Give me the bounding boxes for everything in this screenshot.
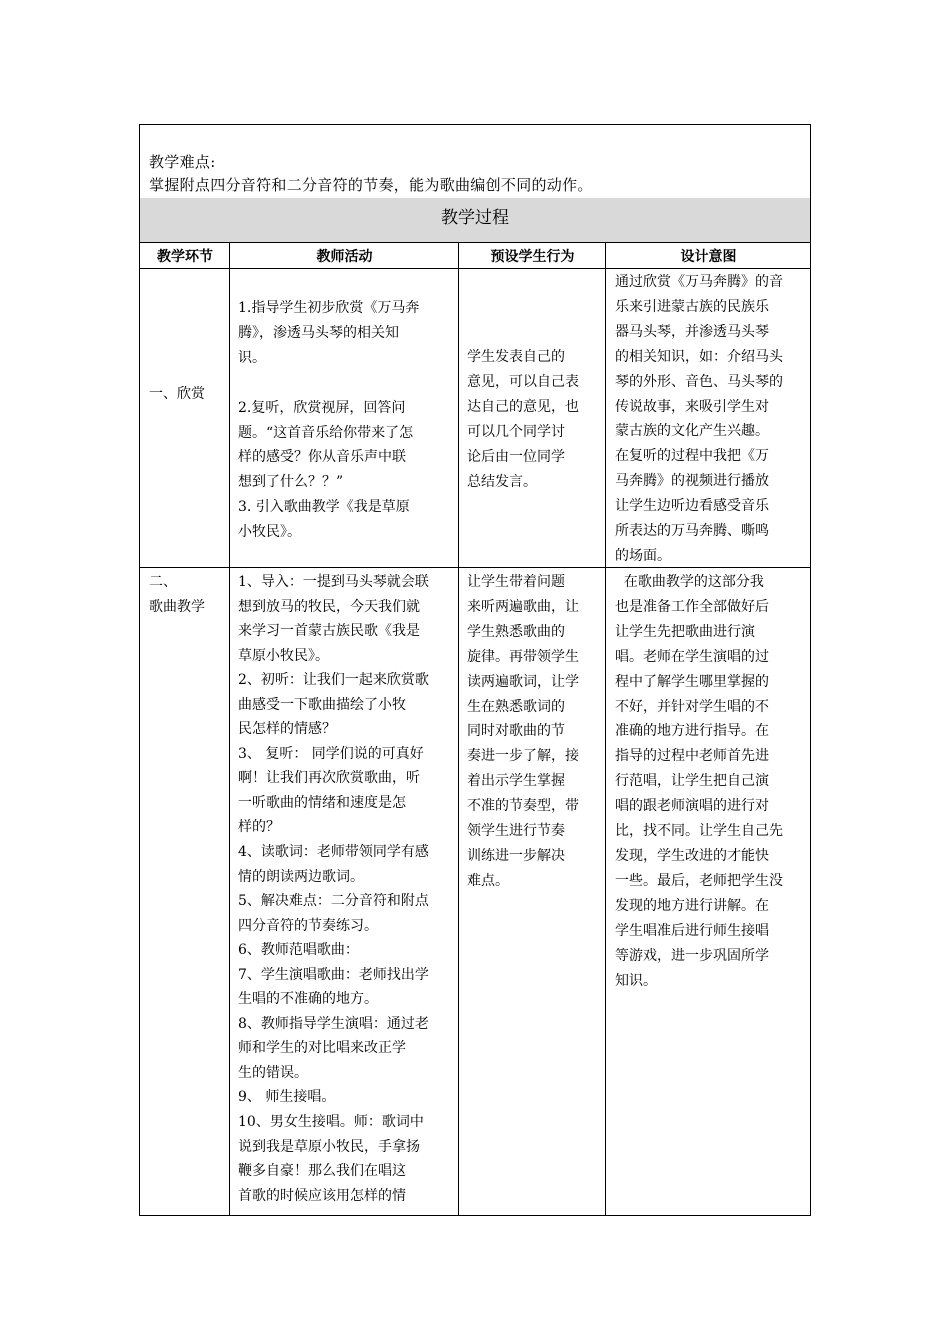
- cell-line: 生唱的不准确的地方。: [238, 991, 378, 1008]
- column-divider: [458, 242, 459, 1216]
- cell-line: 领学生进行节奏: [467, 823, 565, 840]
- cell-line: 3. 引入歌曲教学《我是草原: [238, 499, 410, 516]
- cell-line: 不好，并针对学生唱的不: [615, 698, 769, 715]
- column-divider: [605, 242, 606, 1216]
- cell-line: 一、欣赏: [149, 386, 205, 402]
- row2-intent: [615, 570, 783, 993]
- cell-line: 5、解决难点：二分音符和附点: [238, 893, 429, 910]
- cell-line: 总结发言。: [467, 473, 537, 490]
- cell-line: 二、: [149, 574, 177, 590]
- cell-line: 想到放马的牧民，今天我们就: [238, 598, 420, 615]
- cell-line: 识。: [238, 349, 266, 366]
- cell-line: 行范唱，让学生把自己演: [615, 773, 769, 790]
- cell-line: 琴的外形、音色、马头琴的: [615, 373, 783, 390]
- cell-line: 曲感受一下歌曲描绘了小牧: [238, 696, 406, 713]
- cell-line: 同时对歌曲的节: [467, 723, 565, 740]
- divider: [140, 268, 810, 269]
- cell-line: 1、导入：一提到马头琴就会联: [238, 574, 429, 590]
- cell-line: 学生唱准后进行师生接唱: [615, 922, 769, 939]
- lesson-plan-table: [139, 124, 811, 1216]
- row2-student: [467, 570, 579, 894]
- cell-line: 首歌的时候应该用怎样的情: [238, 1187, 406, 1204]
- cell-line: 样的感受？你从音乐声中联: [238, 449, 406, 466]
- cell-line: 6、教师范唱歌曲：: [238, 942, 359, 959]
- cell-line: 器马头琴，并渗透马头琴: [615, 323, 769, 340]
- cell-line: 可以几个同学讨: [467, 423, 565, 440]
- cell-line: 难点。: [467, 872, 509, 889]
- cell-line: 7、学生演唱歌曲：老师找出学: [238, 966, 429, 983]
- cell-line: 奏进一步了解，接: [467, 748, 579, 765]
- cell-line: 学生发表自己的: [467, 349, 565, 365]
- cell-line: 样的？: [238, 819, 280, 836]
- cell-line: 4、读歌词：老师带领同学有感: [238, 844, 429, 861]
- cell-line: 8、教师指导学生演唱：通过老: [238, 1015, 429, 1032]
- cell-line: 也是准备工作全部做好后: [615, 598, 769, 615]
- cell-line: 来听两遍歌曲，让: [467, 598, 579, 615]
- cell-line: 3、 复听： 同学们说的可真好: [238, 745, 424, 762]
- cell-line: 着出示学生掌握: [467, 773, 565, 790]
- cell-line: 生在熟悉歌词的: [467, 698, 565, 715]
- cell-line: 旋律。再带领学生: [467, 648, 579, 665]
- cell-line: 唱。老师在学生演唱的过: [615, 648, 769, 665]
- cell-line: 题。“这首音乐给你带来了怎: [238, 424, 414, 441]
- cell-line: 在复听的过程中我把《万: [615, 448, 769, 465]
- cell-line: 10、男女生接唱。师：歌词中: [238, 1114, 424, 1131]
- cell-line: 让学生带着问题: [467, 574, 565, 590]
- cell-line: 一些。最后，老师把学生没: [615, 872, 783, 889]
- cell-line: 通过欣赏《万马奔腾》的音: [615, 274, 783, 290]
- cell-line: 学生熟悉歌曲的: [467, 623, 565, 640]
- cell-line: 2、初听：让我们一起来欣赏歌: [238, 672, 429, 689]
- cell-line: 草原小牧民》。: [238, 647, 329, 664]
- cell-line: 四分音符的节奏练习。: [238, 917, 378, 934]
- difficulty-label: 教学难点:: [149, 153, 216, 171]
- cell-line: 让学生先把歌曲进行演: [615, 623, 755, 640]
- cell-line: 在歌曲教学的这部分我: [615, 574, 764, 590]
- cell-line: [238, 371, 419, 396]
- cell-line: 的场面。: [615, 547, 671, 564]
- cell-line: 不准的节奏型，带: [467, 798, 579, 815]
- row2-stage: [149, 570, 205, 620]
- cell-line: 达自己的意见，也: [467, 398, 579, 415]
- cell-line: 让学生边听边看感受音乐: [615, 498, 769, 515]
- cell-line: 所表达的万马奔腾、嘶鸣: [615, 523, 769, 540]
- row1-stage: [149, 382, 205, 407]
- cell-line: 传说故事，来吸引学生对: [615, 398, 769, 415]
- header-stage: 教学环节: [157, 249, 213, 265]
- row1-intent: [615, 270, 783, 569]
- cell-line: 说到我是草原小牧民，手拿扬: [238, 1138, 420, 1155]
- cell-line: 读两遍歌词，让学: [467, 673, 579, 690]
- header-student: 预设学生行为: [490, 249, 575, 265]
- cell-line: 乐来引进蒙古族的民族乐: [615, 298, 769, 315]
- cell-line: 9、 师生接唱。: [238, 1089, 336, 1106]
- cell-line: 唱的跟老师演唱的进行对: [615, 798, 769, 815]
- cell-line: 知识。: [615, 972, 657, 989]
- cell-line: 1.指导学生初步欣赏《万马奔: [238, 300, 420, 316]
- difficulty-content: 掌握附点四分音符和二分音符的节奏，能为歌曲编创不同的动作。: [149, 176, 593, 194]
- cell-line: 发现，学生改进的才能快: [615, 847, 769, 864]
- cell-line: 意见，可以自己表: [467, 373, 579, 390]
- cell-line: 小牧民》。: [238, 524, 301, 541]
- row2-teacher: [238, 570, 429, 1208]
- header-intent: 设计意图: [680, 249, 737, 265]
- cell-line: 民怎样的情感？: [238, 721, 336, 738]
- divider: [140, 242, 810, 243]
- cell-line: 马奔腾》的视频进行播放: [615, 473, 769, 490]
- cell-line: 发现的地方进行讲解。在: [615, 897, 769, 914]
- cell-line: 比，找不同。让学生自己先: [615, 823, 783, 840]
- column-divider: [229, 242, 230, 1216]
- header-teacher: 教师活动: [316, 249, 373, 265]
- section-title: 教学过程: [441, 208, 509, 228]
- cell-line: 的相关知识，如：介绍马头: [615, 348, 783, 365]
- cell-line: 来学习一首蒙古族民歌《我是: [238, 623, 420, 640]
- cell-line: 等游戏，进一步巩固所学: [615, 947, 769, 964]
- row1-student: [467, 345, 579, 494]
- cell-line: 情的朗读两边歌词。: [238, 868, 364, 885]
- cell-line: 想到了什么？？”: [238, 474, 344, 491]
- cell-line: 程中了解学生哪里掌握的: [615, 673, 769, 690]
- cell-line: 生的错误。: [238, 1064, 308, 1081]
- cell-line: 啊！让我们再次欣赏歌曲，听: [238, 770, 420, 787]
- cell-line: 论后由一位同学: [467, 448, 565, 465]
- cell-line: 鞭多自豪！那么我们在唱这: [238, 1163, 406, 1180]
- cell-line: 训练进一步解决: [467, 847, 565, 864]
- cell-line: 师和学生的对比唱来改正学: [238, 1040, 406, 1057]
- row1-teacher: [238, 296, 419, 545]
- cell-line: 腾》，渗透马头琴的相关知: [238, 324, 399, 341]
- cell-line: 准确的地方进行指导。在: [615, 723, 769, 740]
- cell-line: 歌曲教学: [149, 598, 205, 615]
- cell-line: 指导的过程中老师首先进: [615, 748, 769, 765]
- cell-line: 2.复听，欣赏视屏，回答问: [238, 399, 406, 416]
- cell-line: 蒙古族的文化产生兴趣。: [615, 423, 769, 440]
- cell-line: 一听歌曲的情绪和速度是怎: [238, 794, 406, 811]
